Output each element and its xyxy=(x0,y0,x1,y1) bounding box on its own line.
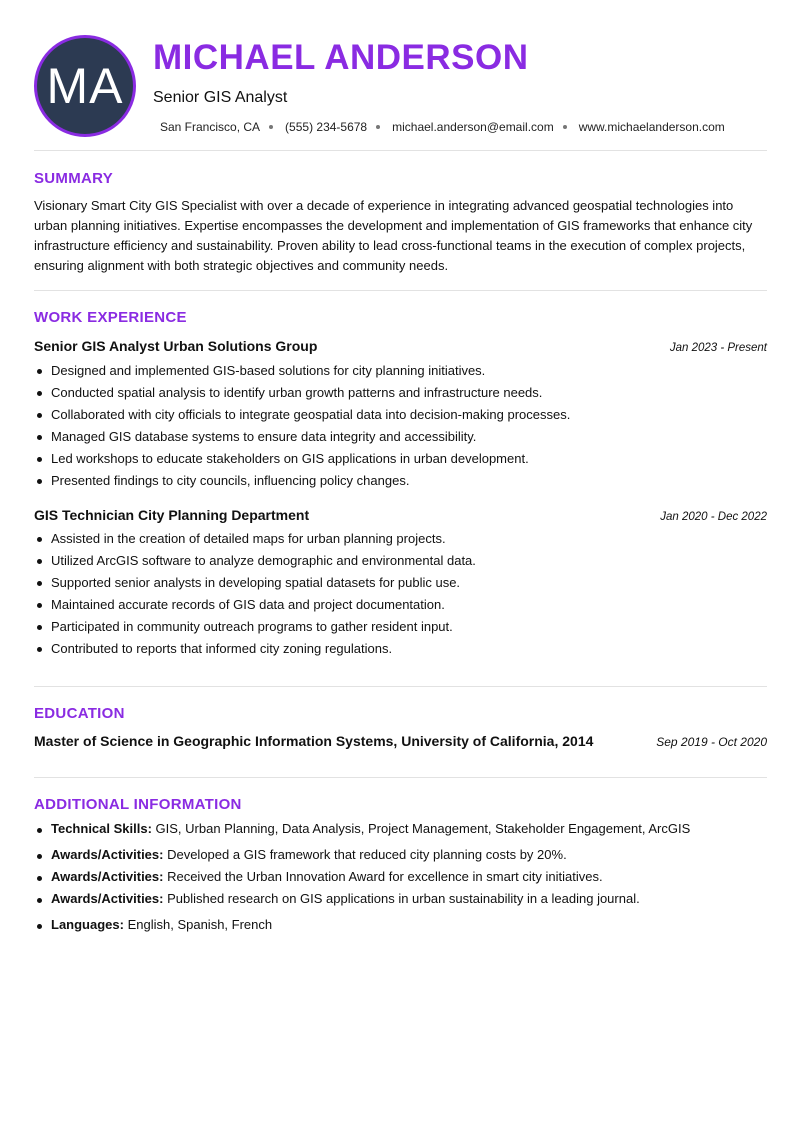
job-role: Senior GIS Analyst Urban Solutions Group xyxy=(34,338,318,354)
job-title: Senior GIS Analyst xyxy=(153,89,288,106)
summary-text: Visionary Smart City GIS Specialist with over a decade of experience in integrating advanced geospatial technologies into urban planning initiatives. Expertise encompasses the development and implementation of GIS frameworks that enhance city infrastructure efficiency and sustainability. Proven ability to lead cross-functional teams in the execution of complex projects, ensuring alignment with both strategic objectives and community needs. xyxy=(34,198,753,273)
list-item xyxy=(51,847,690,869)
job-bullets xyxy=(51,360,570,492)
separator-dot xyxy=(269,125,273,129)
list-item: Designed and implemented GIS-based solutions for city planning initiatives. xyxy=(51,360,570,382)
item-value: English, Spanish, French xyxy=(123,917,273,932)
separator-dot xyxy=(563,125,567,129)
contact-location: San Francisco, CA xyxy=(160,120,261,134)
item-value: Developed a GIS framework that reduced city planning costs by 20%. xyxy=(163,847,567,862)
job-dates: Jan 2020 - Dec 2022 xyxy=(660,511,767,523)
item-key: Awards/Activities: xyxy=(51,847,164,862)
list-item: Led workshops to educate stakeholders on GIS applications in urban development. xyxy=(51,448,570,470)
list-item: Utilized ArcGIS software to analyze demographic and environmental data. xyxy=(51,550,476,572)
item-key: Languages: xyxy=(51,917,124,932)
work-experience-heading: WORK EXPERIENCE xyxy=(34,309,187,326)
summary-heading: SUMMARY xyxy=(34,170,114,187)
separator-dot xyxy=(376,125,380,129)
education-dates: Sep 2019 - Oct 2020 xyxy=(656,735,767,749)
degree: Master of Science in Geographic Information Systems, University of California, 2014 xyxy=(34,733,594,749)
item-key: Technical Skills: xyxy=(51,821,152,836)
list-item xyxy=(51,869,690,891)
job-header xyxy=(34,338,767,354)
job-dates: Jan 2023 - Present xyxy=(669,342,767,354)
job-role: GIS Technician City Planning Department xyxy=(34,507,310,523)
divider xyxy=(34,150,767,151)
candidate-name: MICHAEL ANDERSON xyxy=(153,38,529,77)
item-key: Awards/Activities: xyxy=(51,869,164,884)
list-item: Conducted spatial analysis to identify urban growth patterns and infrastructure needs. xyxy=(51,382,570,404)
list-item: Managed GIS database systems to ensure data integrity and accessibility. xyxy=(51,426,570,448)
list-item: Contributed to reports that informed city zoning regulations. xyxy=(51,638,476,660)
list-item xyxy=(51,891,690,917)
contact-email[interactable]: michael.anderson@email.com xyxy=(392,120,554,134)
list-item: Participated in community outreach programs to gather resident input. xyxy=(51,616,476,638)
education-entry xyxy=(34,733,767,749)
list-item: Assisted in the creation of detailed maps for urban planning projects. xyxy=(51,528,476,550)
list-item: Maintained accurate records of GIS data and project documentation. xyxy=(51,594,476,616)
item-value: Received the Urban Innovation Award for excellence in smart city initiatives. xyxy=(163,869,603,884)
contact-website[interactable]: www.michaelanderson.com xyxy=(578,120,725,134)
divider xyxy=(34,290,767,291)
item-value: Published research on GIS applications in urban sustainability in a leading journal. xyxy=(163,891,640,906)
additional-info-list xyxy=(51,821,690,939)
divider xyxy=(34,686,767,687)
item-key: Awards/Activities: xyxy=(51,891,164,906)
avatar: MA xyxy=(34,35,136,137)
contact-phone[interactable]: (555) 234-5678 xyxy=(285,120,368,134)
additional-info-heading: ADDITIONAL INFORMATION xyxy=(34,796,242,813)
list-item: Presented findings to city councils, influencing policy changes. xyxy=(51,470,570,492)
education-heading: EDUCATION xyxy=(34,705,125,722)
contact-bar xyxy=(160,120,725,134)
job-bullets xyxy=(51,528,476,660)
list-item: Collaborated with city officials to integrate geospatial data into decision-making processes. xyxy=(51,404,570,426)
item-value: GIS, Urban Planning, Data Analysis, Project Management, Stakeholder Engagement, ArcGIS xyxy=(151,821,691,836)
divider xyxy=(34,777,767,778)
list-item xyxy=(51,917,690,939)
list-item xyxy=(51,821,690,847)
list-item: Supported senior analysts in developing spatial datasets for public use. xyxy=(51,572,476,594)
job-header xyxy=(34,507,767,523)
